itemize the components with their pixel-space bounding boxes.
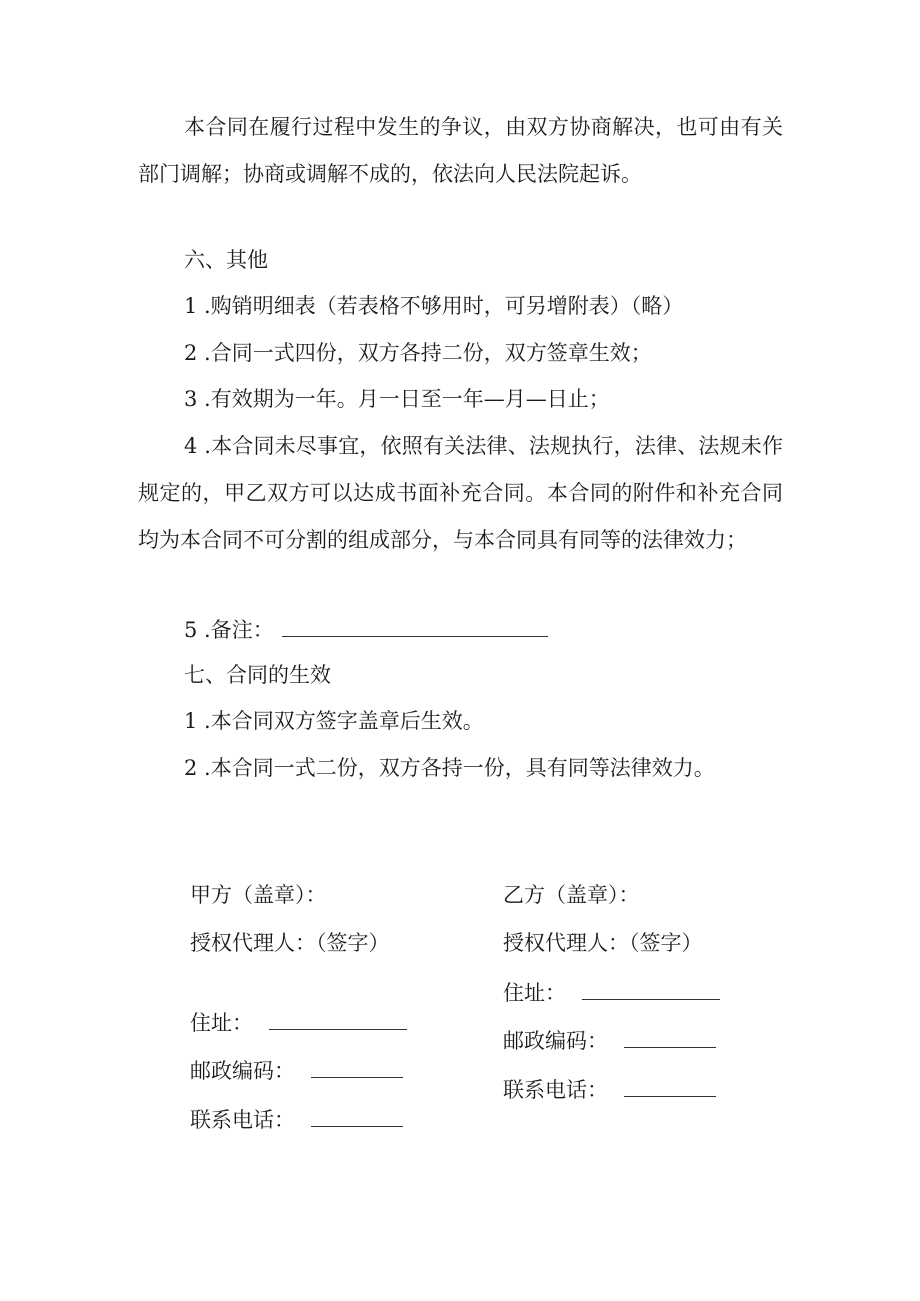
party-b-postcode-label: 邮政编码： [503,1029,608,1053]
party-a-address-line [190,1008,407,1038]
party-a-postcode-label: 邮政编码： [190,1059,295,1083]
party-a-title: 甲方（盖章）： [190,883,327,907]
party-a-phone-label: 联系电话： [190,1108,295,1132]
party-a-address-blank [269,1011,407,1030]
section-seven-item-1: 1 .本合同双方签字盖章后生效。 [184,709,484,733]
party-b-postcode-blank [624,1029,716,1048]
party-b-phone-label: 联系电话： [503,1078,608,1102]
party-a-postcode-blank [311,1059,403,1078]
party-a-address-label: 住址： [190,1011,253,1035]
party-b-title: 乙方（盖章）： [503,883,640,907]
section-six-item-3: 3 .有效期为一年。月一日至一年—月—日止； [184,387,610,411]
section-six-item-1: 1 .购销明细表（若表格不够用时，可另增附表）（略） [184,294,684,318]
party-b-address-line [503,978,720,1008]
party-b-address-label: 住址： [503,981,566,1005]
remark-line [184,615,548,645]
party-a-postcode-line [190,1056,403,1086]
party-a-phone-line [190,1105,403,1135]
party-b-phone-blank [624,1078,716,1097]
section-seven-item-2: 2 .本合同一式二份，双方各持一份，具有同等法律效力。 [184,756,715,780]
party-a-phone-blank [311,1108,403,1127]
dispute-paragraph: 本合同在履行过程中发生的争议，由双方协商解决，也可由有关部门调解；协商或调解不成的，依法向人民法院起诉。 [138,115,783,186]
section-six-heading: 六、其他 [184,248,268,272]
party-b-agent: 授权代理人：（签字） [503,931,703,955]
party-b-postcode-line [503,1026,716,1056]
party-a-agent: 授权代理人：（签字） [190,931,390,955]
remark-label: 5 .备注： [184,618,274,642]
section-six-item-4: 4 .本合同未尽事宜，依照有关法律、法规执行，法律、法规未作规定的，甲乙双方可以达成书面补充合同。本合同的附件和补充合同均为本合同不可分割的组成部分，与本合同具有同等的法律效力； [138,434,783,552]
party-b-phone-line [503,1075,716,1105]
section-six-item-2: 2 .合同一式四份，双方各持二份，双方签章生效； [184,341,652,365]
party-b-address-blank [582,981,720,1000]
remark-blank [282,616,548,637]
section-seven-heading: 七、合同的生效 [184,663,331,687]
